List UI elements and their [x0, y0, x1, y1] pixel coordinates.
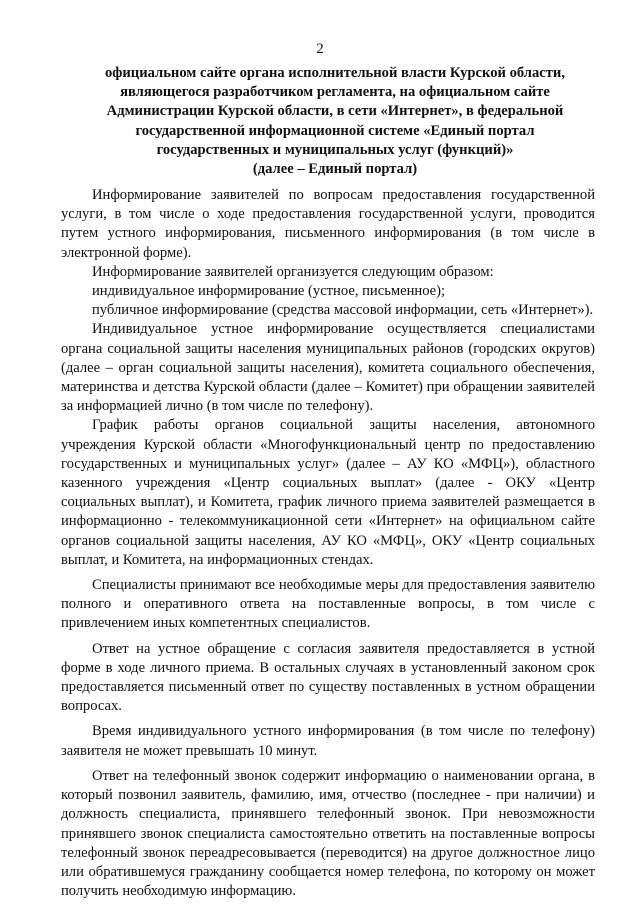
paragraph-schedule: График работы органов социальной защиты населения, автономного учреждения Курской области «Многофункциональный центр по предоставлению государственных и муниципальных услуг» (далее – АУ КО «МФЦ»), областного казенного учреждения «Центр социальных выплат» (далее - ОКУ «Центр социальных выплат), и Комитета, график личного приема заявителей размещается в информационно - телекоммуникационной сети «Интернет» на официальном сайте органов социальной защиты населения, АУ КО «МФЦ», ОКУ «Центр социальных выплат, и Комитета, на информационных стендах.	[61, 417, 595, 568]
section-heading	[70, 64, 600, 179]
paragraph-time-limit: Время индивидуального устного информирования (в том числе по телефону) заявителя не может превышать 10 минут.	[61, 723, 595, 759]
paragraph-organization: Информирование заявителей организуется следующим образом:	[92, 263, 494, 280]
heading-line: Администрации Курской области, в сети «Интернет», в федеральной	[106, 103, 564, 120]
paragraph-public: публичное информирование (средства массовой информации, сеть «Интернет»).	[92, 302, 594, 319]
document-body	[61, 186, 595, 901]
paragraph-specialists: Специалисты принимают все необходимые меры для предоставления заявителю полного и оперативного ответа на поставленные вопросы, в том числе с привлечением иных компетентных специалистов.	[61, 577, 595, 632]
paragraph-phone-call: Ответ на телефонный звонок содержит информацию о наименовании органа, в который позвонил заявитель, фамилию, имя, отчество (последнее - при наличии) и должность специалиста, принявшего телефонный звонок. При невозможности принявшего звонок специалиста самостоятельно ответить на поставленные вопросы телефонный звонок переадресовывается (переводится) на другое должностное лицо или обратившемуся гражданину сообщается номер телефона, по которому он может получить необходимую информацию.	[61, 767, 595, 900]
heading-line: официальном сайте органа исполнительной власти Курской области,	[104, 65, 565, 81]
heading-line: (далее – Единый портал)	[252, 161, 418, 178]
heading-line: государственной информационной системе «Единый портал	[135, 122, 535, 139]
heading-line: являющегося разработчиком регламента, на официальном сайте	[120, 84, 550, 101]
heading-line: государственных и муниципальных услуг (функций)»	[156, 141, 514, 158]
paragraph-individual: индивидуальное информирование (устное, письменное);	[92, 283, 446, 300]
paragraph-oral-response: Ответ на устное обращение с согласия заявителя предоставляется в устной форме в ходе личного приема. В остальных случаях в установленный законом срок предоставляется письменный ответ по существу поставленных в устном обращении вопросах.	[61, 640, 595, 715]
paragraph-oral-informing: Индивидуальное устное информирование осуществляется специалистами органа социальной защиты населения муниципальных районов (городских округов) (далее – орган социальной защиты населения), комитета социального обеспечения, материнства и детства Курской области (далее – Комитет) при обращении заявителей за информацией лично (в том числе по телефону).	[61, 321, 595, 415]
page-number: 2	[316, 41, 324, 57]
paragraph-informing: Информирование заявителей по вопросам предоставления государственной услуги, в том числе о ходе предоставления государственной услуги, проводится путем устного информирования, письменного информирования (в том числе в электронной форме).	[61, 187, 595, 261]
